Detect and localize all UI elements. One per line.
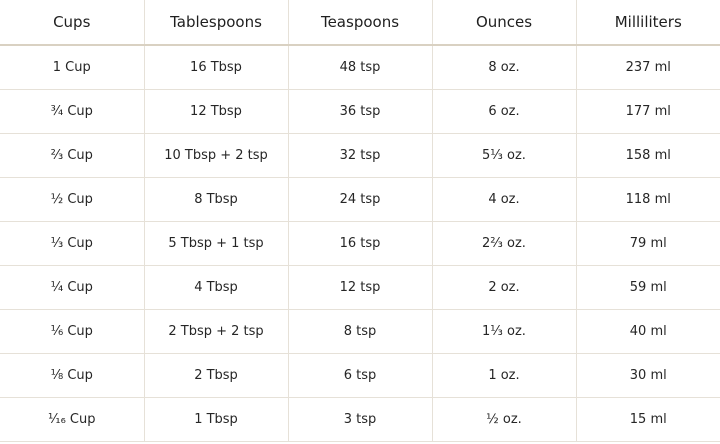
cell-milliliters: 158 ml: [576, 134, 720, 178]
header-milliliters: Milliliters: [576, 0, 720, 45]
cell-tablespoons: 2 Tbsp: [144, 354, 288, 398]
cell-teaspoons: 32 tsp: [288, 134, 432, 178]
table-row: [0, 178, 720, 222]
cell-tablespoons: 5 Tbsp + 1 tsp: [144, 222, 288, 266]
table-row: [0, 45, 720, 90]
cell-tablespoons: 4 Tbsp: [144, 266, 288, 310]
cell-cups: ¾ Cup: [0, 90, 144, 134]
cell-ounces: 5⅓ oz.: [432, 134, 576, 178]
cell-teaspoons: 48 tsp: [288, 45, 432, 90]
cell-milliliters: 40 ml: [576, 310, 720, 354]
cell-ounces: ½ oz.: [432, 398, 576, 442]
header-teaspoons: Teaspoons: [288, 0, 432, 45]
table-row: [0, 90, 720, 134]
cell-tablespoons: 2 Tbsp + 2 tsp: [144, 310, 288, 354]
cell-cups: ⅓ Cup: [0, 222, 144, 266]
cell-ounces: 2 oz.: [432, 266, 576, 310]
cell-teaspoons: 12 tsp: [288, 266, 432, 310]
header-tablespoons: Tablespoons: [144, 0, 288, 45]
cell-cups: ½ Cup: [0, 178, 144, 222]
cell-milliliters: 118 ml: [576, 178, 720, 222]
cell-milliliters: 237 ml: [576, 45, 720, 90]
cell-cups: 1 Cup: [0, 45, 144, 90]
cell-tablespoons: 1 Tbsp: [144, 398, 288, 442]
header-row: [0, 0, 720, 45]
cell-ounces: 8 oz.: [432, 45, 576, 90]
cell-milliliters: 177 ml: [576, 90, 720, 134]
cell-ounces: 6 oz.: [432, 90, 576, 134]
cell-cups: ¹⁄₁₆ Cup: [0, 398, 144, 442]
table-row: [0, 310, 720, 354]
cell-ounces: 2⅔ oz.: [432, 222, 576, 266]
cell-teaspoons: 3 tsp: [288, 398, 432, 442]
table-row: [0, 134, 720, 178]
cell-cups: ⅔ Cup: [0, 134, 144, 178]
table-row: [0, 354, 720, 398]
table-row: [0, 222, 720, 266]
cell-tablespoons: 8 Tbsp: [144, 178, 288, 222]
cell-teaspoons: 24 tsp: [288, 178, 432, 222]
cell-milliliters: 79 ml: [576, 222, 720, 266]
header-ounces: Ounces: [432, 0, 576, 45]
cell-milliliters: 30 ml: [576, 354, 720, 398]
cell-cups: ⅙ Cup: [0, 310, 144, 354]
cell-ounces: 1⅓ oz.: [432, 310, 576, 354]
cell-cups: ⅛ Cup: [0, 354, 144, 398]
table-row: [0, 266, 720, 310]
cell-milliliters: 15 ml: [576, 398, 720, 442]
cell-milliliters: 59 ml: [576, 266, 720, 310]
cell-teaspoons: 6 tsp: [288, 354, 432, 398]
header-cups: Cups: [0, 0, 144, 45]
cell-tablespoons: 16 Tbsp: [144, 45, 288, 90]
cell-teaspoons: 8 tsp: [288, 310, 432, 354]
cell-cups: ¼ Cup: [0, 266, 144, 310]
cell-teaspoons: 16 tsp: [288, 222, 432, 266]
table-row: [0, 398, 720, 442]
cell-tablespoons: 12 Tbsp: [144, 90, 288, 134]
cell-teaspoons: 36 tsp: [288, 90, 432, 134]
cell-tablespoons: 10 Tbsp + 2 tsp: [144, 134, 288, 178]
cell-ounces: 1 oz.: [432, 354, 576, 398]
cell-ounces: 4 oz.: [432, 178, 576, 222]
